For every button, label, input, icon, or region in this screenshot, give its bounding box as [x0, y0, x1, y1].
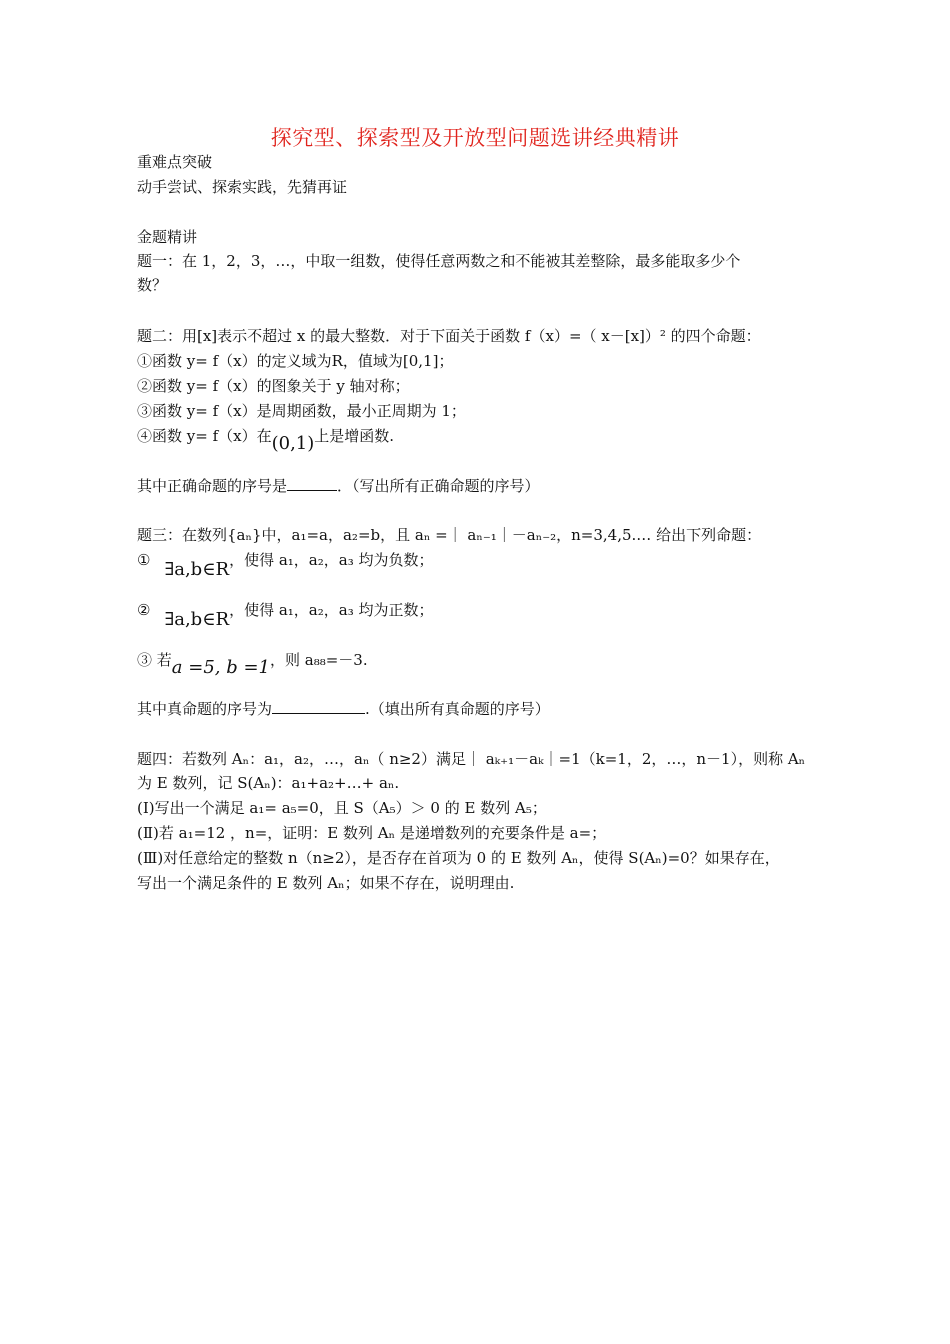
- q4-line6: 写出一个满足条件的 E 数列 Aₙ；如果不存在，说明理由.: [137, 874, 515, 892]
- q4-line3: (Ⅰ)写出一个满足 a₁= a₅=0，且 S（A₅）＞ 0 的 E 数列 A₅；: [137, 799, 547, 817]
- q3-claim1-number: ①: [137, 551, 151, 569]
- q3-claim2: [137, 600, 434, 630]
- q3-answer-line: [137, 699, 550, 719]
- q3-claim3: [137, 650, 368, 678]
- q3-claim1-math: ∃a,b∈R: [164, 559, 230, 580]
- q3-answer-blank[interactable]: [272, 701, 365, 714]
- document-title: 探究型、探索型及开放型问题选讲经典精讲: [270, 126, 680, 150]
- q4-line2: 为 E 数列，记 S(Aₙ)：a₁+a₂+…+ aₙ.: [137, 774, 400, 792]
- q3-claim2-math: ∃a,b∈R: [164, 609, 230, 630]
- q3-line1: 题三：在数列{aₙ}中，a₁=a，a₂=b，且 aₙ =｜ aₙ₋₁｜－aₙ₋₂，n=3,4,5.… 给出下列命题：: [137, 526, 762, 544]
- q3-claim3-text: ，则 a₈₈=－3.: [270, 651, 368, 669]
- q4-line1: 题四：若数列 Aₙ：a₁，a₂，…，aₙ（ n≥2）满足｜ aₖ₊₁－aₖ｜=1（k=1，2，…，n－1），则称 Aₙ: [137, 750, 806, 768]
- q2-item4-prefix: ④函数 y= f（x）在: [137, 427, 272, 445]
- q2-answer-blank[interactable]: [287, 478, 337, 491]
- q2-answer-prefix: 其中正确命题的序号是: [137, 477, 288, 495]
- q3-claim3-number: ③ 若: [137, 651, 172, 669]
- q3-claim2-text: ，使得 a₁，a₂，a₃ 均为正数；: [229, 601, 434, 619]
- section-heading-problems: 金题精讲: [137, 228, 198, 246]
- q2-item3: ③函数 y= f（x）是周期函数，最小正周期为 1；: [137, 402, 466, 420]
- q1-line1: 题一：在 1，2，3，…，中取一组数，使得任意两数之和不能被其差整除，最多能取多少个: [137, 252, 741, 270]
- q2-item4-suffix: 上是增函数.: [314, 427, 395, 445]
- q1-line2: 数？: [137, 276, 168, 294]
- q2-answer-suffix: ．（写出所有正确命题的序号）: [337, 477, 540, 495]
- q4-line4: (Ⅱ)若 a₁=12 ，n=，证明：E 数列 Aₙ 是递增数列的充要条件是 a=；: [137, 824, 607, 842]
- q3-claim3-math: a =5, b =1: [171, 657, 270, 678]
- q2-answer-line: [137, 476, 540, 496]
- q3-claim1-text: ，使得 a₁，a₂，a₃ 均为负数；: [229, 551, 434, 569]
- q4-line5: (Ⅲ)对任意给定的整数 n（n≥2），是否存在首项为 0 的 E 数列 Aₙ，使得 S(Aₙ)=0？如果存在，: [137, 849, 780, 867]
- section-heading-difficulty: 重难点突破: [137, 153, 213, 171]
- q3-answer-suffix: .（填出所有真命题的序号）: [365, 700, 550, 718]
- q2-item1: ①函数 y= f（x）的定义域为R，值域为[0,1]；: [137, 352, 454, 370]
- q2-item4-interval: (0,1): [271, 433, 315, 454]
- q3-answer-prefix: 其中真命题的序号为: [137, 700, 273, 718]
- q2-item2: ②函数 y= f（x）的图象关于 y 轴对称；: [137, 377, 410, 395]
- q3-claim2-number: ②: [137, 601, 151, 619]
- q2-line1: 题二：用[x]表示不超过 x 的最大整数．对于下面关于函数 f（x）=（ x－[x]）² 的四个命题：: [137, 327, 761, 345]
- q3-claim1: [137, 550, 434, 580]
- section-text-difficulty: 动手尝试、探索实践，先猜再证: [137, 178, 348, 196]
- q2-item4: [137, 426, 395, 454]
